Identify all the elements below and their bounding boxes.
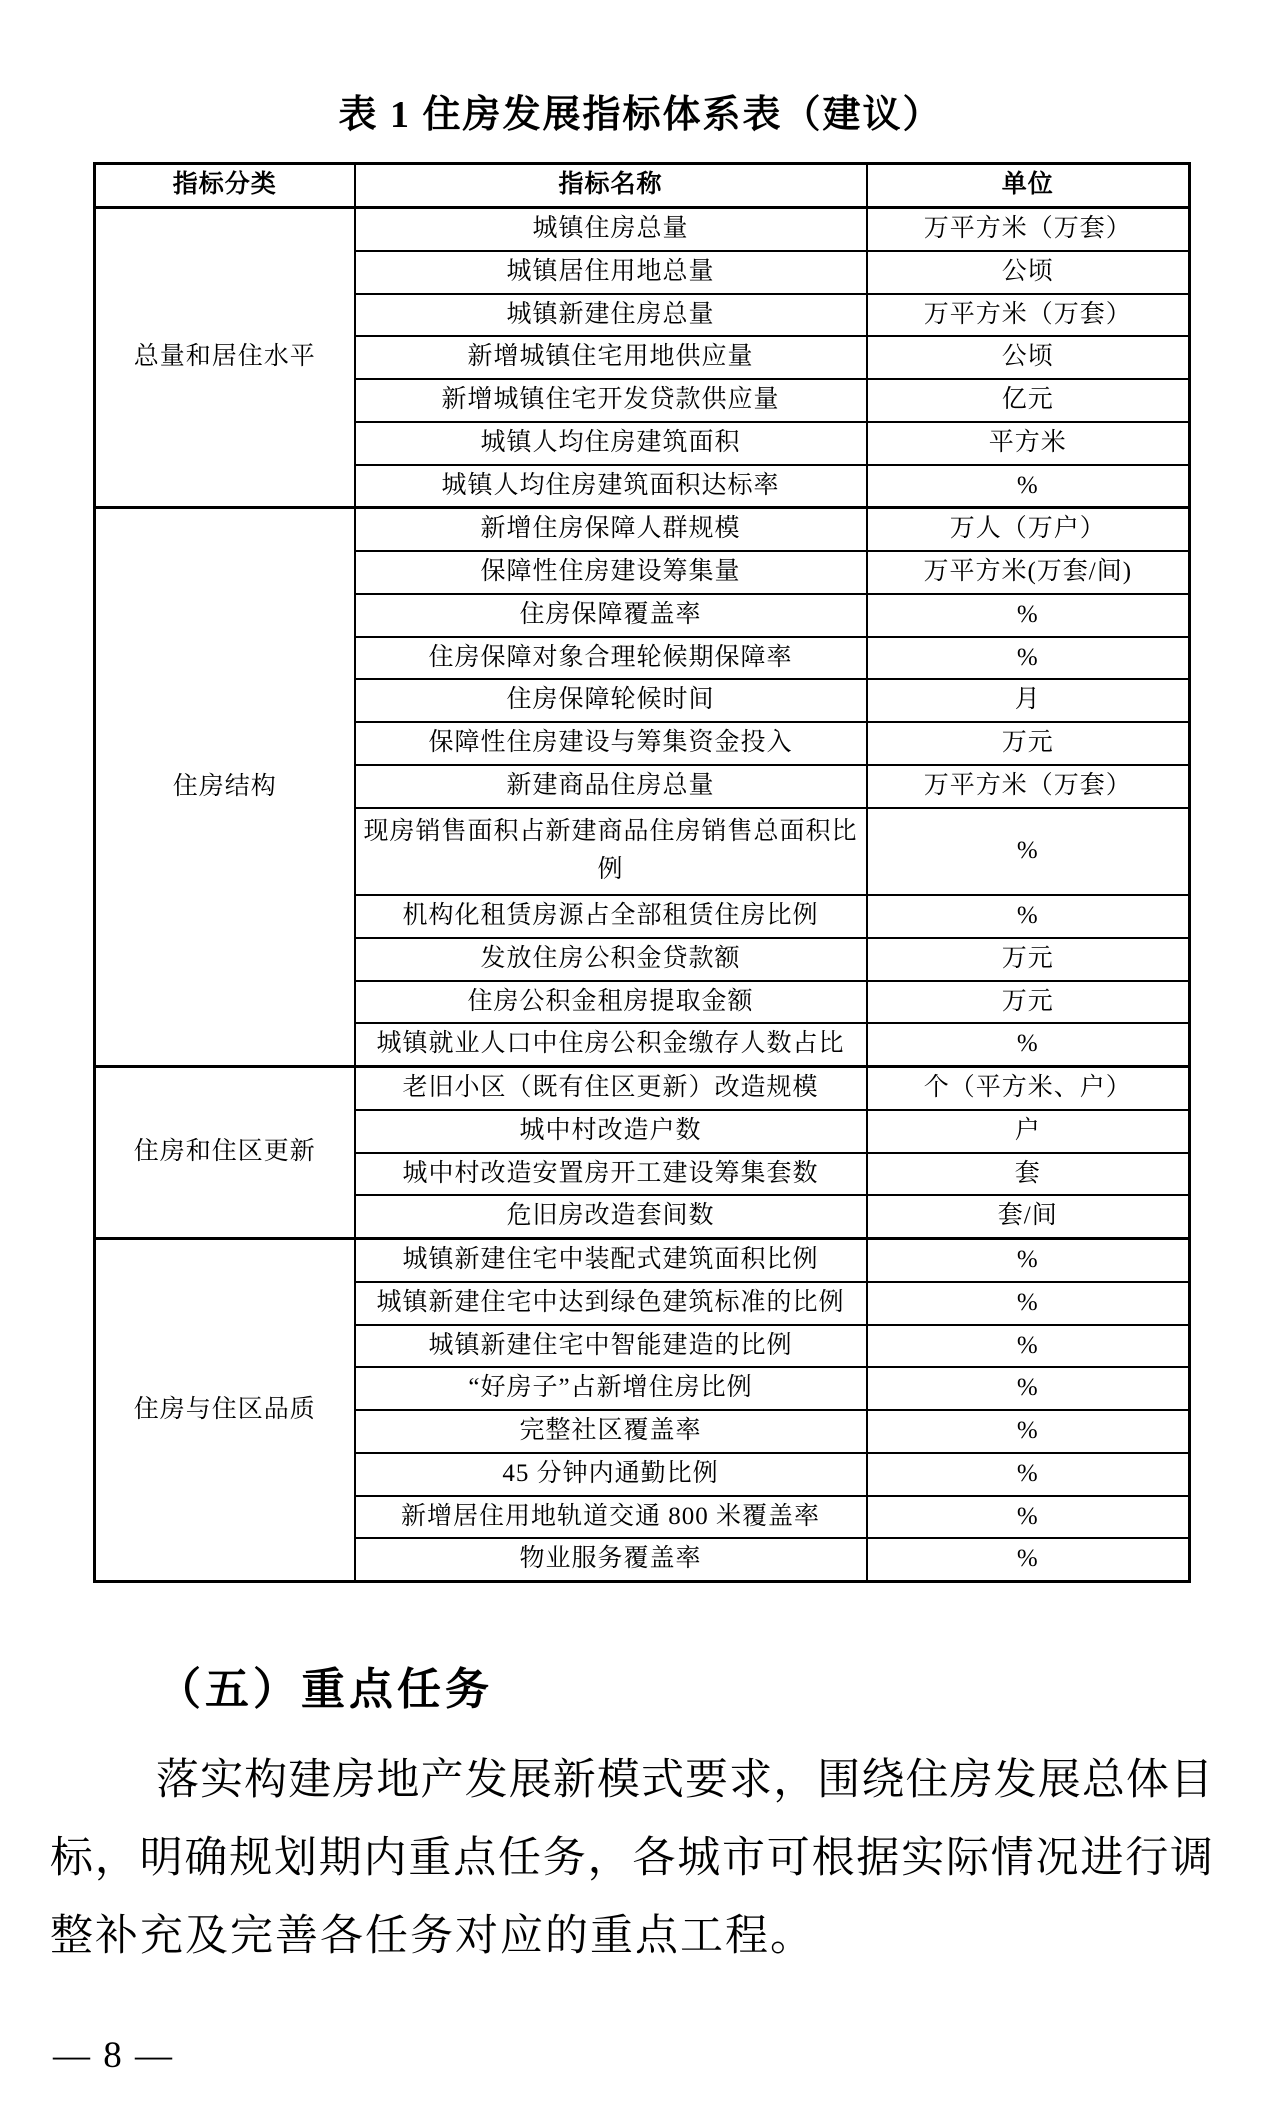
indicator-name-cell: 城镇居住用地总量 [355,251,867,294]
paragraph-line: 落实构建房地产发展新模式要求，围绕住房发展总体目 [156,1757,1213,1804]
indicator-name-cell: 城中村改造户数 [355,1110,867,1153]
indicator-name-cell: 城镇新建住宅中达到绿色建筑标准的比例 [355,1282,867,1325]
unit-cell: 公顷 [867,336,1190,379]
unit-cell: 万平方米（万套） [867,208,1190,251]
unit-cell: % [867,895,1190,938]
unit-cell: % [867,1538,1190,1581]
unit-cell: 月 [867,679,1190,722]
indicator-name-cell: 城镇就业人口中住房公积金缴存人数占比 [355,1023,867,1066]
table-row [95,508,1190,551]
indicator-name-cell: 新增住房保障人群规模 [355,508,867,551]
unit-cell: 亿元 [867,379,1190,422]
indicator-name-cell: 城镇新建住宅中智能建造的比例 [355,1325,867,1368]
category-cell: 总量和居住水平 [95,208,355,508]
indicator-name-cell: 城镇住房总量 [355,208,867,251]
table-title: 表 1 住房发展指标体系表（建议） [338,94,943,136]
unit-cell: 万平方米（万套） [867,765,1190,808]
unit-cell: 万人（万户） [867,508,1190,551]
category-cell: 住房与住区品质 [95,1239,355,1582]
unit-cell: % [867,1023,1190,1066]
indicator-name-cell: 城镇人均住房建筑面积 [355,422,867,465]
unit-cell: 公顷 [867,251,1190,294]
indicator-name-cell: 物业服务覆盖率 [355,1538,867,1581]
unit-cell: % [867,1410,1190,1453]
indicator-name-cell: 保障性住房建设筹集量 [355,551,867,594]
indicator-name-cell: 发放住房公积金贷款额 [355,938,867,981]
indicator-name-cell: 危旧房改造套间数 [355,1195,867,1238]
unit-cell: % [867,1325,1190,1368]
indicator-name-cell: 城镇人均住房建筑面积达标率 [355,465,867,508]
body-paragraph [50,1742,1213,1976]
unit-cell: 户 [867,1110,1190,1153]
indicator-name-cell: 新增城镇住宅开发贷款供应量 [355,379,867,422]
unit-cell: 套 [867,1153,1190,1196]
unit-cell: % [867,594,1190,637]
unit-cell: 万元 [867,722,1190,765]
indicator-name-cell: 住房公积金租房提取金额 [355,981,867,1024]
unit-cell: 个（平方米、户） [867,1067,1190,1110]
header-unit: 单位 [867,164,1190,208]
indicator-name-cell: 新建商品住房总量 [355,765,867,808]
unit-cell: 套/间 [867,1195,1190,1238]
table-row [95,208,1190,251]
paragraph-line: 标，明确规划期内重点任务，各城市可根据实际情况进行调 [50,1835,1213,1882]
section-heading: （五）重点任务 [157,1665,493,1714]
unit-cell: % [867,1282,1190,1325]
indicator-name-cell: 45 分钟内通勤比例 [355,1453,867,1496]
indicator-name-cell: 住房保障轮候时间 [355,679,867,722]
indicator-name-cell: 保障性住房建设与筹集资金投入 [355,722,867,765]
indicator-name-cell: 老旧小区（既有住区更新）改造规模 [355,1067,867,1110]
indicator-name-cell: 城镇新建住宅中装配式建筑面积比例 [355,1239,867,1282]
unit-cell: % [867,465,1190,508]
indicator-name-cell: 新增城镇住宅用地供应量 [355,336,867,379]
indicator-name-cell: “好房子”占新增住房比例 [355,1367,867,1410]
unit-cell: % [867,1496,1190,1539]
table-header-row [95,164,1190,208]
unit-cell: % [867,1367,1190,1410]
unit-cell: % [867,808,1190,896]
indicator-name-cell: 住房保障对象合理轮候期保障率 [355,637,867,680]
indicator-name-cell: 现房销售面积占新建商品住房销售总面积比例 [355,808,867,896]
header-category: 指标分类 [95,164,355,208]
page-number: — 8 — [53,2035,174,2076]
unit-cell: 万元 [867,938,1190,981]
indicator-name-cell: 机构化租赁房源占全部租赁住房比例 [355,895,867,938]
category-cell: 住房结构 [95,508,355,1067]
table-row [95,1067,1190,1110]
unit-cell: % [867,1239,1190,1282]
indicator-name-cell: 城中村改造安置房开工建设筹集套数 [355,1153,867,1196]
indicator-name-cell: 新增居住用地轨道交通 800 米覆盖率 [355,1496,867,1539]
unit-cell: 万平方米(万套/间) [867,551,1190,594]
indicator-table [93,162,1191,1583]
category-cell: 住房和住区更新 [95,1067,355,1239]
unit-cell: % [867,1453,1190,1496]
paragraph-line: 整补充及完善各任务对应的重点工程。 [50,1913,815,1960]
indicator-name-cell: 住房保障覆盖率 [355,594,867,637]
indicator-name-cell: 完整社区覆盖率 [355,1410,867,1453]
unit-cell: 万元 [867,981,1190,1024]
unit-cell: % [867,637,1190,680]
indicator-name-cell: 城镇新建住房总量 [355,294,867,337]
unit-cell: 平方米 [867,422,1190,465]
header-name: 指标名称 [355,164,867,208]
table-row [95,1239,1190,1282]
unit-cell: 万平方米（万套） [867,294,1190,337]
